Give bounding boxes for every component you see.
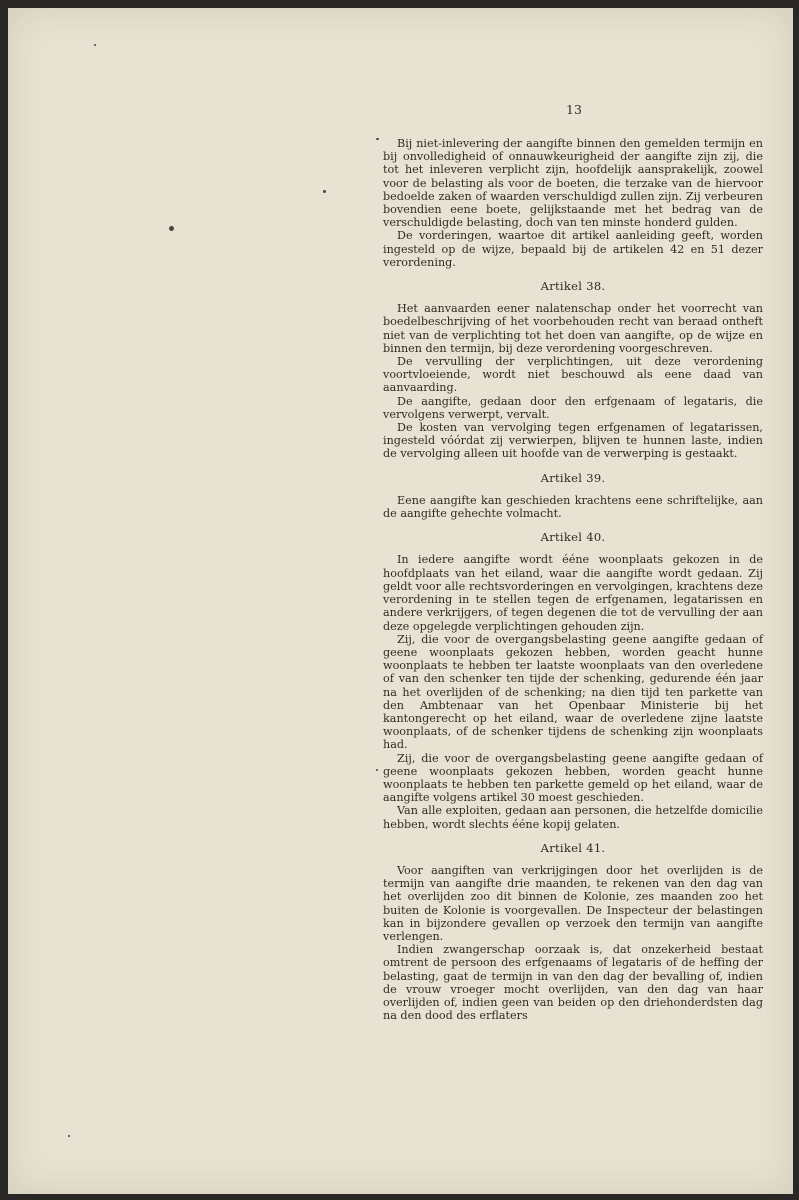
paragraph: Indien zwangerschap oorzaak is, dat onzekerheid bestaat omtrent de persoon des erfgenaams of legataris of de heffing der belasting, gaat de termijn in van den dag der bevalling of, indien de vrouw vroeger mocht overlijden, van den dag van haar overlijden of, indien geen van beiden op den driehonderdsten dag na den dood des erflaters [383, 943, 763, 1023]
body-text [383, 137, 763, 1022]
paragraph: Het aanvaarden eener nalatenschap onder het voorrecht van boedelbeschrijving of het voorbehouden recht van beraad ontheft niet van de verplichting tot het doen van aangifte, op de wijze en binnen den termijn, bij deze verordening voorgeschreven. [383, 302, 763, 355]
paragraph: De kosten van vervolging tegen erfgenamen of legatarissen, ingesteld vóórdat zij verwierpen, blijven te hunnen laste, indien de vervolging alleen uit hoofde van de verwerping is gestaakt. [383, 421, 763, 461]
paragraph: Zij, die voor de overgangsbelasting geene aangifte gedaan of geene woonplaats gekozen hebben, worden geacht hunne woonplaats te hebben ten parkette gemeld op het eiland, waar de aangifte volgens artikel 30 moest geschieden. [383, 751, 763, 805]
paragraph: De vorderingen, waartoe dit artikel aanleiding geeft, worden ingesteld op de wijze, bepaald bij de artikelen 42 en 51 dezer verordening. [383, 229, 763, 269]
page-number: 13 [566, 102, 582, 117]
paragraph: Zij, die voor de overgangsbelasting geene aangifte gedaan of geene woonplaats gekozen hebben, worden geacht hunne woonplaats te hebben ter laatste woonplaats van den overledene of van den schenker ten tijde der schenking, gedurende één jaar na het overlijden of de schenking; na dien tijd ten parkette van den Ambtenaar van het Openbaar Ministerie bij het kantongerecht op het eiland, waar de overledene zijne laatste woonplaats, of de schenker tijdens de schenking zijn woonplaats had. [383, 632, 763, 752]
article-heading: Artikel 39. [540, 470, 606, 485]
paragraph: De aangifte, gedaan door den erfgenaam of legataris, die vervolgens verwerpt, vervalt. [383, 394, 763, 421]
paragraph: In iedere aangifte wordt ééne woonplaats gekozen in de hoofdplaats van het eiland, waar die aangifte wordt gedaan. Zij geldt voor alle rechtsvorderingen en vervolgingen, krachtens deze verordening in te stellen tegen de erfgenamen, legatarissen en andere verkrijgers, of tegen degenen die tot de vervulling der aan deze opgelegde verplichtingen gehouden zijn. [383, 553, 763, 633]
paragraph: Eene aangifte kan geschieden krachtens eene schriftelijke, aan de aangifte gehechte volmacht. [383, 493, 763, 521]
paragraph: Voor aangiften van verkrijgingen door het overlijden is de termijn van aangifte drie maanden, te rekenen van den dag van het overlijden zoo dit binnen de Kolonie, zes maanden zoo het buiten de Kolonie is voorgevallen. De Inspecteur der belastingen kan in bijzondere gevallen op verzoek den termijn van aangifte verlengen. [383, 863, 763, 943]
paragraph: De vervulling der verplichtingen, uit deze verordening voortvloeiende, wordt niet beschouwd als eene daad van aanvaarding. [383, 355, 763, 395]
article-heading: Artikel 38. [540, 279, 606, 294]
article-heading: Artikel 40. [540, 530, 606, 545]
document-page [8, 8, 793, 1194]
article-heading: Artikel 41. [540, 840, 606, 855]
paragraph: Bij niet-inlevering der aangifte binnen den gemelden termijn en bij onvolledigheid of onnauwkeurigheid der aangifte zijn zij, die tot het inleveren verplicht zijn, hoofdelijk aansprakelijk, zoowel voor de belasting als voor de boeten, die terzake van de hiervoor bedoelde zaken of waarden verschuldigd zullen zijn. Zij verbeuren bovendien eene boete, gelijkstaande met het bedrag van de verschuldigde belasting, doch van ten minste honderd gulden. [383, 137, 763, 230]
paragraph: Van alle exploiten, gedaan aan personen, die hetzelfde domicilie hebben, wordt slechts ééne kopij gelaten. [383, 804, 763, 831]
